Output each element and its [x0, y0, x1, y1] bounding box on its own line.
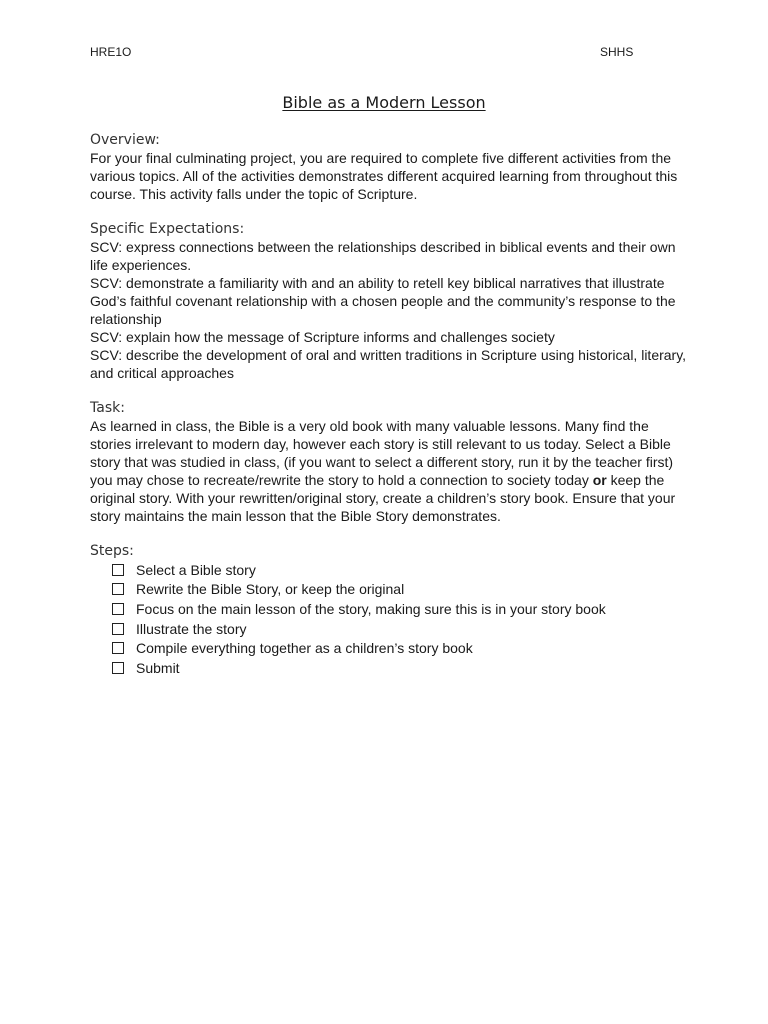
expectation-item: SCV: demonstrate a familiarity with and an ability to retell key biblical narratives that illustrate God’s faithful covenant relationship with a chosen people and the community’s response to the relationship: [90, 275, 676, 327]
expectation-item: SCV: express connections between the relationships described in biblical events and their own life experiences.: [90, 239, 676, 273]
expectations-heading: Specific Expectations:: [90, 221, 245, 237]
step-item: [112, 658, 690, 678]
overview-section: [90, 131, 690, 203]
overview-text: For your final culminating project, you are required to complete five different activities from the various topics. All of the activities demonstrates different acquired learning from throughout this course. This activity falls under the topic of Scripture.: [90, 150, 678, 202]
step-item: [112, 638, 690, 658]
task-text-bold-or: or: [592, 472, 607, 488]
checkbox-icon[interactable]: [112, 603, 124, 615]
checkbox-icon[interactable]: [112, 662, 124, 674]
expectation-item: SCV: explain how the message of Scripture informs and challenges society: [90, 329, 555, 345]
task-section: [90, 399, 690, 525]
step-label: Submit: [136, 659, 180, 676]
checkbox-icon[interactable]: [112, 642, 124, 654]
step-label: Select a Bible story: [136, 561, 256, 578]
checkbox-icon[interactable]: [112, 623, 124, 635]
steps-heading: Steps:: [90, 543, 134, 559]
task-text-part-2: keep the original story. With your rewritten/original story, create a children’s story book. Ensure that your story maintains the main lesson that the Bible Story demonstrates.: [90, 472, 676, 524]
step-label: Focus on the main lesson of the story, making sure this is in your story book: [136, 600, 606, 617]
step-label: Compile everything together as a children’s story book: [136, 640, 473, 657]
step-item: [112, 599, 690, 619]
header-school-code: SHHS: [600, 45, 634, 59]
document-body: [90, 131, 690, 695]
expectation-item: SCV: describe the development of oral and written traditions in Scripture using historical, literary, and critical approaches: [90, 347, 687, 381]
step-label: Illustrate the story: [136, 620, 247, 637]
steps-list: [90, 560, 690, 678]
overview-heading: Overview:: [90, 132, 160, 148]
step-item: [112, 560, 690, 580]
expectations-section: [90, 220, 690, 382]
task-heading: Task:: [90, 400, 125, 416]
step-item: [112, 580, 690, 600]
step-label: Rewrite the Bible Story, or keep the original: [136, 581, 405, 598]
checkbox-icon[interactable]: [112, 564, 124, 576]
task-text: [90, 417, 690, 525]
checkbox-icon[interactable]: [112, 583, 124, 595]
document-title: Bible as a Modern Lesson: [282, 93, 486, 112]
task-text-part-1: As learned in class, the Bible is a very old book with many valuable lessons. Many find the stories irrelevant to modern day, however each story is still relevant to us today. Select a Bible story that was studied in class, (if you want to select a different story, run it by the teacher first) you may chose to recreate/rewrite the story to hold a connection to society today: [90, 418, 674, 488]
step-item: [112, 619, 690, 639]
header-course-code: HRE1O: [90, 45, 132, 59]
steps-section: [90, 542, 690, 678]
